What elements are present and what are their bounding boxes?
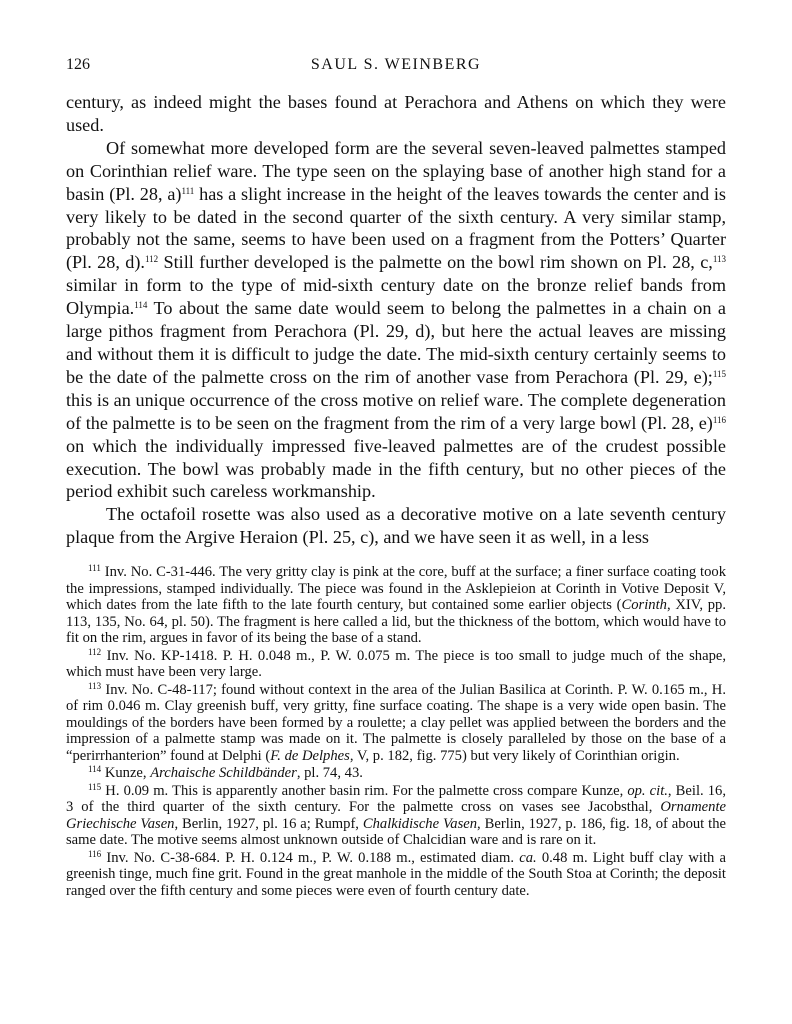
footnote-text: Inv. No. C-38-684. P. H. 0.124 m., P. W. 0.188 m., estimated diam. xyxy=(101,849,520,866)
text-run: on which the individually impressed five-leaved palmettes are of the crudest possible execution. The bowl was probably made in the fifth century, but no other pieces of the period exhibit such careless workmanship. xyxy=(66,435,726,502)
page-number: 126 xyxy=(66,56,90,73)
footnote-text: Inv. No. KP-1418. P. H. 0.048 m., P. W. 0.075 m. The piece is too small to judge much of the shape, which must have been very large. xyxy=(66,647,726,681)
footnote-text: , Berlin, 1927, pl. 16 a; Rumpf, xyxy=(174,815,363,832)
paragraph-2 xyxy=(66,137,726,504)
text-run: Still further developed is the palmette on the bowl rim shown on Pl. 28, c, xyxy=(158,252,713,273)
footnote-italic: Chalkidische Vasen xyxy=(362,815,478,832)
footnote-ref-112: 112 xyxy=(144,254,159,265)
footnotes xyxy=(66,564,726,899)
footnote-text: , V, p. 182, fig. 775) but very likely of Corinthian origin. xyxy=(349,747,680,764)
footnote-text: 0.48 m. Light buff clay with a greenish tinge, much fine grit. Found in the great manhole in the middle of the South Stoa at Corinth; the deposit ranged over the fifth century and some pieces were even of fourth century date. xyxy=(66,849,726,899)
footnote-text: H. 0.09 m. This is apparently another basin rim. For the palmette cross compare Kunze, xyxy=(101,782,628,799)
footnote-number: 111 xyxy=(88,563,101,574)
footnote-ref-116: 116 xyxy=(712,414,726,425)
page xyxy=(66,56,726,900)
footnote-number: 113 xyxy=(88,680,102,691)
text-run: this is an unique occurrence of the cross motive on relief ware. The complete degeneration of the palmette is to be seen on the fragment from the rim of a very large bowl (Pl. 28, e) xyxy=(66,389,726,433)
footnote-text: , Berlin, 1927, p. 186, fig. 18, of about the same date. The motive seems almost unknown outside of Chalcidian ware and is rare on it. xyxy=(66,815,726,849)
footnote-text: Inv. No. C-31-446. The very gritty clay is pink at the core, buff at the surface; a finer surface coating took the impressions, stamped individually. The piece was found in the Asklepieion at Corinth in Votive Deposit V, which dates from the late fifth to the late fourth century, but contained some earlier objects ( xyxy=(66,564,726,614)
footnote-114 xyxy=(66,765,726,782)
footnote-ref-111: 111 xyxy=(181,185,195,196)
footnote-italic: Ornamente Griechische Vasen xyxy=(66,799,726,832)
body-text xyxy=(66,91,726,549)
footnote-number: 116 xyxy=(88,848,102,859)
footnote-italic: F. de Delphes xyxy=(270,747,350,764)
footnote-ref-114: 114 xyxy=(134,300,148,311)
footnote-113 xyxy=(66,682,726,765)
footnote-text: , Beil. 16, 3 of the third quarter of the sixth century. For the palmette cross on vases see Jacobsthal, xyxy=(66,782,726,816)
footnote-italic: Archaische Schildbänder xyxy=(150,765,297,782)
footnote-116 xyxy=(66,850,726,900)
paragraph-1: century, as indeed might the bases found at Perachora and Athens on which they were used. xyxy=(66,92,726,135)
footnote-italic: Corinth xyxy=(621,597,667,614)
footnote-111 xyxy=(66,564,726,647)
footnote-italic: ca. xyxy=(519,849,537,866)
paragraph-3: The octafoil rosette was also used as a decorative motive on a late seventh century plaque from the Argive Heraion (Pl. 25, c), and we have seen it as well, in a less xyxy=(66,504,726,548)
running-head: SAUL S. WEINBERG xyxy=(310,56,482,73)
footnote-text: , XIV, pp. 113, 135, No. 64, pl. 50). The fragment is here called a lid, but the thickness of the bottom, which would have to fit on the rim, argues in favor of its being the base of a stand. xyxy=(66,597,726,647)
text-run: Of somewhat more developed form are the several seven-leaved palmettes stamped on Corinthian relief ware. The type seen on the splaying base of another high stand for a basin (Pl. 28, a) xyxy=(66,137,726,204)
footnote-number: 112 xyxy=(88,646,102,657)
footnote-number: 114 xyxy=(88,764,102,775)
footnote-115 xyxy=(66,783,726,849)
footnote-ref-113: 113 xyxy=(712,254,727,265)
text-run: To about the same date would seem to belong the palmettes in a chain on a large pithos fragment from Perachora (Pl. 29, d), but here the actual leaves are missing and without them it is difficult to judge the date. The mid-sixth century certainly seems to be the date of the palmette cross on the rim of another vase from Perachora (Pl. 29, e); xyxy=(66,298,726,387)
footnote-112 xyxy=(66,648,726,681)
page-header xyxy=(66,56,726,80)
text-run: has a slight increase in the height of the leaves towards the center and is very likely to be dated in the second quarter of the sixth century. A very similar stamp, probably not the same, seems to have been used on a fragment from the Potters’ Quarter (Pl. 28, d). xyxy=(66,183,726,273)
footnote-number: 115 xyxy=(88,781,102,792)
footnote-ref-115: 115 xyxy=(712,368,726,379)
text-run: similar in form to the type of mid-sixth century date on the bronze relief bands from Olympia. xyxy=(66,275,726,319)
footnote-text: Kunze, xyxy=(101,765,151,782)
footnote-text: , pl. 74, 43. xyxy=(296,765,363,782)
footnote-italic: op. cit. xyxy=(627,782,668,799)
footnote-text: Inv. No. C-48-117; found without context in the area of the Julian Basilica at Corinth. P. W. 0.165 m., H. of rim 0.046 m. Clay greenish buff, very gritty, fine surface coating. The shape is a very wide open basin. The mouldings of the borders have been formed by a roulette; a clay pellet was applied between the borders and the impression of a palmette stamp was made on it. The palmette is closely paralleled by those on the base of a “perirrhanterion” found at Delphi ( xyxy=(66,681,726,764)
